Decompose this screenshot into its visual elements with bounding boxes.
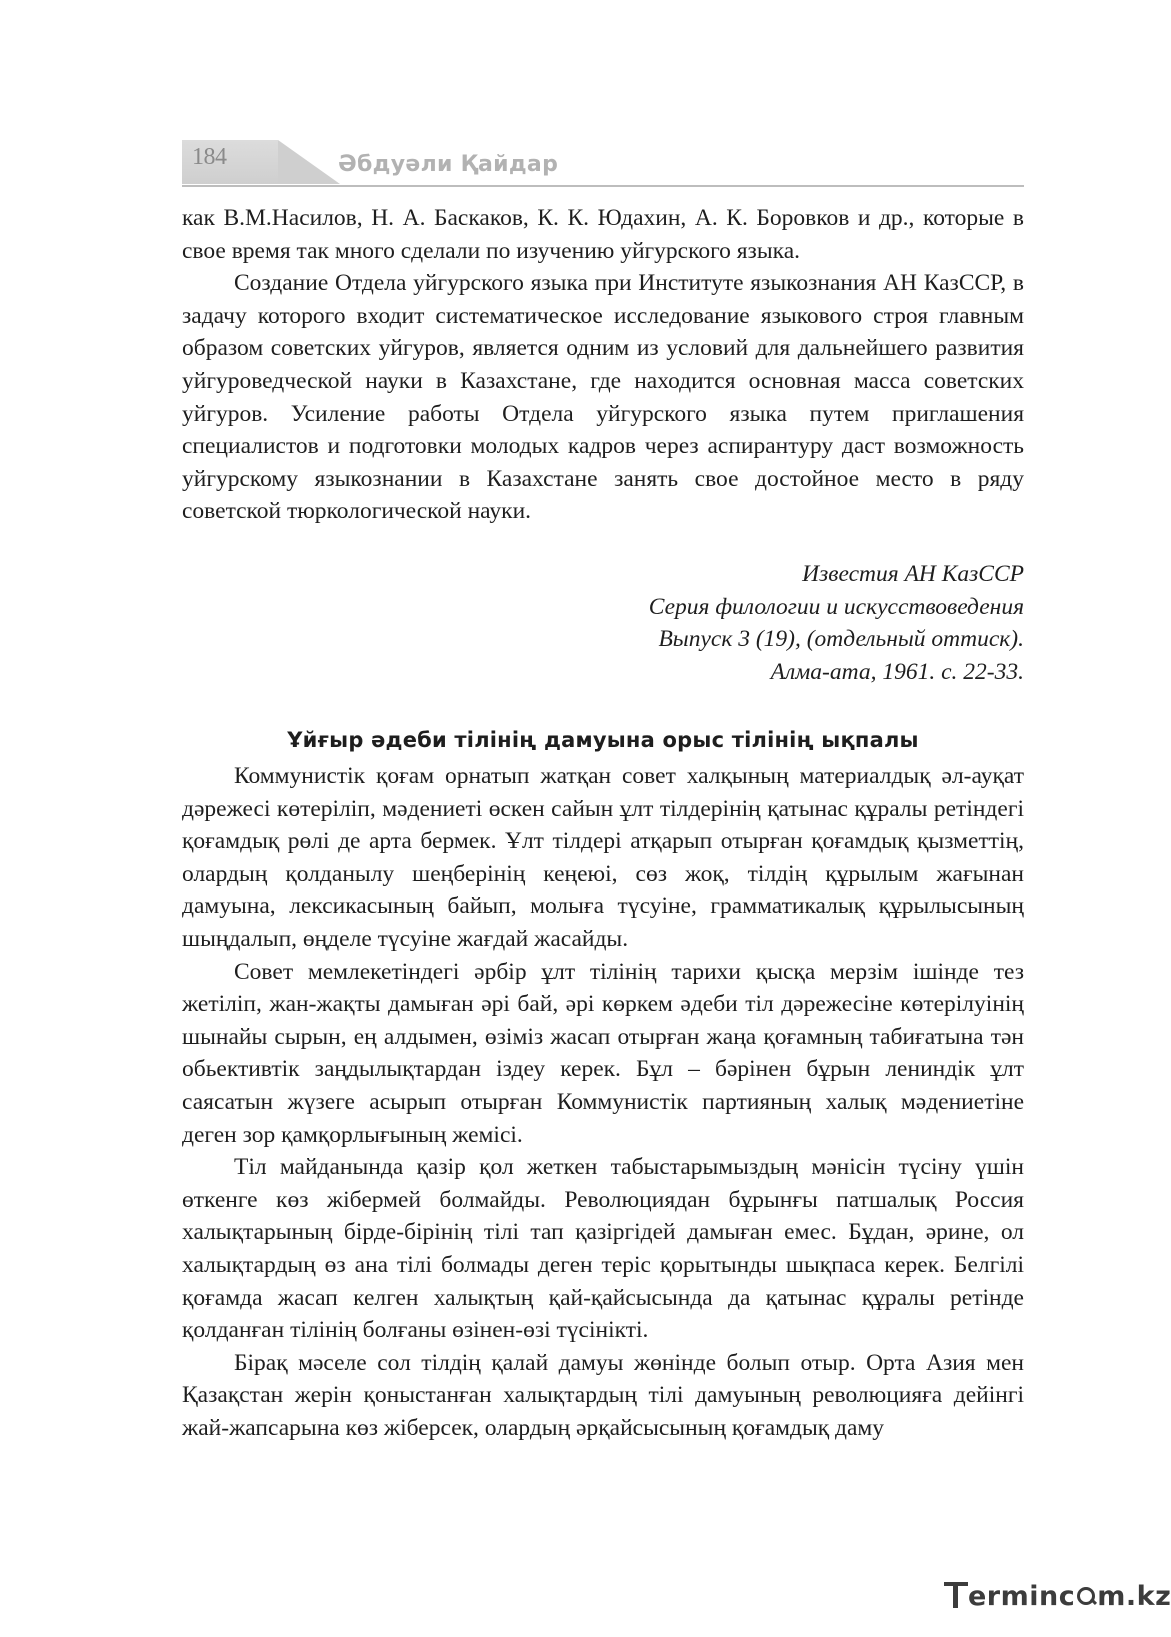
citation-line: Выпуск 3 (19), (отдельный оттиск).: [658, 626, 1024, 653]
logo-text-part-2: m.kz: [1097, 1581, 1171, 1612]
paragraph: как В.М.Насилов, Н. А. Баскаков, К. К. Юдахин, А. К. Боровков и др., которые в свое время так много сделали по изучению уйгурского языка.: [182, 205, 1024, 264]
citation-line: Алма-ата, 1961. с. 22-33.: [770, 658, 1024, 685]
paragraph: Бірақ мәселе сол тілдің қалай дамуы жөнінде болып отыр. Орта Азия мен Қазақстан жерін қоныстанған халықтардың тілі дамуының революцияға дейінгі жай-жапсарына көз жіберсек, олардың әрқайсысының қоғамдық даму: [182, 1349, 1024, 1441]
magnifier-icon: [1076, 1585, 1096, 1607]
paragraph: Коммунистік қоғам орнатып жатқан совет халқының материалдық әл-ауқат дәрежесі көтеріліп, мәдениеті өскен сайын ұлт тілдерінің қатынас құралы ретіндегі қоғамдық рөлі де арта бермек. Ұлт тілдері атқарып отырған қоғамдық қызметтің, олардың қолданылу шеңберінің кеңеюі, сөз жоқ, тілдің құрылым жағынан дамуына, лексикасының байып, молыға түсуіне, грамматикалық құрылысының шыңдалып, өңделе түсуіне жағдай жасайды.: [182, 763, 1024, 952]
header-wedge: [278, 140, 340, 184]
running-header: [182, 140, 1024, 188]
citation-line: Серия филологии и искусствоведения: [648, 593, 1024, 620]
paragraph: Тіл майданында қазір қол жеткен табыстарымыздың мәнісін түсіну үшін өткенге көз жібермей болмайды. Революциядан бұрынғы патшалық Россия халықтарының бірде-бірінің тілі тап қазіргідей дамыған емес. Бұдан, әрине, ол халықтардың өз ана тілі болмады деген теріс қорытынды шықпаса керек. Белгілі қоғамда жасап келген халықтың қай-қайсысында да қатынас құралы ретінде қолданған тілінің болғаны өзінен-өзі түсінікті.: [182, 1154, 1024, 1344]
logo-text-part-1: ermin: [968, 1581, 1059, 1612]
section-heading: Ұйғыр әдеби тілінің дамуына орыс тілінің ықпалы: [287, 728, 919, 752]
page-number: 184: [192, 144, 227, 170]
logo-t-icon: [944, 1578, 968, 1608]
body-section-2: [182, 760, 1024, 1444]
citation-line: Известия АН КазССР: [802, 561, 1024, 587]
citation-block: [182, 558, 1024, 688]
paragraph: Совет мемлекетіндегі әрбір ұлт тілінің тарихи қысқа мерзім ішінде тез жетіліп, жан-жақты дамыған әрі бай, әрі көркем әдеби тіл дәрежесіне көтерілуінің шынайы сырын, ең алдымен, өзіміз жасап отырған жаңа қоғамның табиғатына тән обьективтік заңдылықтардан іздеу керек. Бұл – бәрінен бұрын лениндік ұлт саясатын жүзеге асырып отырған Коммунистік партияның халық мәдениетіне деген зор қамқорлығының жемісі.: [182, 958, 1024, 1148]
author-name: Әбдуәли Қайдар: [338, 152, 559, 177]
header-rule: [182, 185, 1024, 187]
body-section-1: [182, 202, 1024, 528]
termincom-logo: erminc m.kz: [944, 1578, 1171, 1618]
paragraph: Создание Отдела уйгурского языка при Институте языкознания АН КазССР, в задачу которого входит систематическое исследование языкового строя главным образом советских уйгуров, является одним из условий для дальнейшего развития уйгуроведческой науки в Казахстане, где находится основная масса советских уйгуров. Усиление работы Отдела уйгурского языка путем приглашения специалистов и подготовки молодых кадров через аспирантуру даст возможность уйгурскому языкознании в Казахстане занять свое достойное место в ряду советской тюркологической науки.: [182, 270, 1024, 525]
